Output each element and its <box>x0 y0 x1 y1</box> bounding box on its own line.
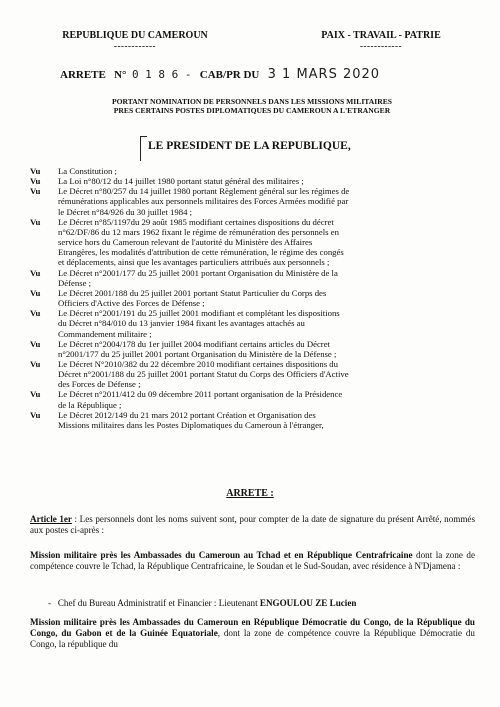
vu-item <box>30 400 475 410</box>
vu-label: Vu <box>30 216 41 227</box>
vu-label: Vu <box>30 409 41 420</box>
vu-label <box>30 257 58 267</box>
national-motto: PAIX - TRAVAIL - PATRIE <box>321 30 441 41</box>
decree-date-stamp: 3 1 MARS 2020 <box>267 67 381 82</box>
vu-text: Commandement militaire ; <box>58 328 152 339</box>
vu-item <box>30 176 475 186</box>
vu-item <box>30 207 475 217</box>
vu-label <box>30 318 58 328</box>
vu-item <box>30 329 475 339</box>
vu-item <box>30 186 475 196</box>
vu-item <box>30 278 475 288</box>
vu-item <box>30 389 475 399</box>
vu-label <box>30 227 58 237</box>
vu-text: Le Décret n°2001/191 du 25 juillet 2001 modifiant et complétant les dispositions <box>58 308 340 319</box>
vu-item <box>30 166 475 176</box>
mission-tchad-text: dont la zone de compétence couvre le Tchad, la République Centrafricaine, le Soudan et le Sud-Soudan, avec résidence à N'Djamena : <box>30 550 475 571</box>
decree-number-stamp: 0 1 8 6 - <box>131 68 192 81</box>
decree-number-label: N° <box>114 69 127 81</box>
vu-label <box>30 379 58 389</box>
arrete-heading-text: ARRETE : <box>226 488 274 499</box>
vu-label: Vu <box>30 287 41 298</box>
vu-item <box>30 268 475 278</box>
decree-title-line: PRES CERTAINS POSTES DIPLOMATIQUES DU CAMEROUN A L'ETRANGER <box>113 105 391 115</box>
vu-label <box>30 420 58 430</box>
header-separator-left: ------------ <box>114 41 156 51</box>
vu-item <box>30 247 475 257</box>
vu-item <box>30 227 475 237</box>
vu-label: Vu <box>30 176 41 187</box>
vu-text: service hors du Cameroun relevant de l'autorité du Ministère des Affaires <box>58 237 313 248</box>
vu-item <box>30 298 475 308</box>
vu-label: Vu <box>30 186 41 197</box>
vu-label <box>30 400 58 410</box>
vu-text: La Constitution ; <box>58 166 117 176</box>
vu-item <box>30 359 475 369</box>
vu-label <box>30 207 58 217</box>
vu-text: Le Décret N°2010/382 du 22 décembre 2010 modifiant certaines dispositions du <box>58 358 338 369</box>
vu-text: Le Décret n°2011/412 du 09 décembre 2011 portant organisation de la Présidence <box>58 389 343 400</box>
header-republic <box>40 30 230 51</box>
vu-text: n°62/DF/86 du 12 mars 1962 fixant le régime de rémunération des personnels en <box>58 226 339 237</box>
vu-item <box>30 288 475 298</box>
decree-title <box>82 98 422 115</box>
vu-text: de la République ; <box>58 399 122 410</box>
vu-item <box>30 257 475 267</box>
vu-label <box>30 298 58 308</box>
vu-label <box>30 329 58 339</box>
vu-label: Vu <box>30 358 41 369</box>
mission-congo-title: Mission militaire près les Ambassades du Cameroun en République Démocratie du Congo, de la République du Congo, du Gabon et de la Guinée Equatoriale <box>30 617 475 638</box>
president-heading: LE PRESIDENT DE LA REPUBLIQUE, <box>140 140 351 152</box>
vu-item <box>30 308 475 318</box>
vu-list <box>30 166 475 430</box>
decree-number-line <box>60 67 450 82</box>
vu-text: Missions militaires dans les Postes Diplomatiques du Cameroun à l'étranger, <box>58 419 324 430</box>
vu-text: Le Décret n°80/257 du 14 juillet 1980 portant Règlement général sur les régimes de <box>58 186 350 197</box>
vu-label <box>30 278 58 288</box>
vu-label: Vu <box>30 389 41 400</box>
vu-text: n°2001/177 du 25 juillet 2001 portant Organisation du Ministère de la Défense ; <box>58 348 337 359</box>
vu-text: Défense ; <box>58 277 92 288</box>
vu-item <box>30 217 475 227</box>
vu-label <box>30 237 58 247</box>
mission-congo <box>30 617 475 649</box>
appointment-dash: - <box>48 598 52 608</box>
vu-label <box>30 349 58 359</box>
decree-title-line: PORTANT NOMINATION DE PERSONNELS DANS LES MISSIONS MILITAIRES <box>112 97 392 106</box>
vu-text: Le Décret n°2001/177 du 25 juillet 2001 portant Organisation du Ministère de la <box>58 267 338 278</box>
vu-label <box>30 247 58 257</box>
decree-label: ARRETE <box>60 69 106 81</box>
vu-item <box>30 420 475 430</box>
vu-text: La Loi n°80/12 du 14 juillet 1980 portant statut général des militaires ; <box>58 176 304 187</box>
mission-tchad <box>30 550 475 572</box>
article-1-label: Article 1er <box>30 514 72 524</box>
vu-item <box>30 196 475 206</box>
vu-item <box>30 379 475 389</box>
appointment-role: Chef du Bureau Administratif et Financier : Lieutenant <box>57 598 258 608</box>
vu-text: et déplacements, ainsi que les avantages particuliers attribués aux personnels ; <box>58 257 330 268</box>
article-1 <box>30 514 475 536</box>
mission-tchad-title: Mission militaire près les Ambassades du Cameroun au Tchad et en République Centrafricaine <box>30 550 413 560</box>
vu-label: Vu <box>30 338 41 349</box>
vu-item <box>30 369 475 379</box>
vu-text: Le Décret n°2004/178 du 1er juillet 2004 modifiant certains articles du Décret <box>58 338 330 349</box>
arrete-heading <box>0 488 500 499</box>
vu-text: Etrangères, les modalités d'attribution de cette rémunération, le régime des congés <box>58 247 344 258</box>
appointment-chef <box>48 598 473 609</box>
vu-item <box>30 339 475 349</box>
vu-text: Le Décret 2001/188 du 25 juillet 2001 portant Statut Particulier du Corps des <box>58 287 327 298</box>
vu-text: le Décret n°84/926 du 30 juillet 1984 ; <box>58 206 193 217</box>
vu-label: Vu <box>30 308 41 319</box>
vu-item <box>30 237 475 247</box>
vu-text: du Décret n°84/010 du 13 janvier 1984 fixant les avantages attachés au <box>58 318 305 329</box>
republic-name: REPUBLIQUE DU CAMEROUN <box>62 30 208 41</box>
vu-text: Le Décret 2012/149 du 21 mars 2012 portant Création et Organisation des <box>58 409 316 420</box>
vu-item <box>30 410 475 420</box>
vu-label <box>30 196 58 206</box>
vu-label: Vu <box>30 166 41 176</box>
mission-congo-text: , dont la zone de compétence couvre la République Démocratie du Congo, la république du <box>30 627 475 649</box>
appointee-name: ENGOULOU ZE Lucien <box>259 598 357 608</box>
vu-text: des Forces de Défense ; <box>58 379 141 390</box>
vu-text: Officiers d'Active des Forces de Défense ; <box>58 298 205 309</box>
cab-label: CAB/PR DU <box>199 69 260 81</box>
article-1-text: : Les personnels dont les noms suivent sont, pour compter de la date de signature du présent Arrêté, nommés aux postes ci-après : <box>30 514 475 535</box>
vu-text: Décret n°2001/188 du 25 juillet 2001 portant Statut du Corps des Officiers d'Active <box>58 369 349 380</box>
vu-item <box>30 349 475 359</box>
vu-text: rémunérations applicables aux personnels militaires des Forces Armées modifié par <box>58 196 349 207</box>
header-motto <box>296 30 466 51</box>
vu-item <box>30 318 475 328</box>
vu-text: Le Décret n°85/1197du 29 août 1985 modifiant certaines dispositions du décret <box>58 216 334 227</box>
vu-label: Vu <box>30 267 41 278</box>
vu-label <box>30 369 58 379</box>
header-separator-right: ------------ <box>360 41 402 51</box>
